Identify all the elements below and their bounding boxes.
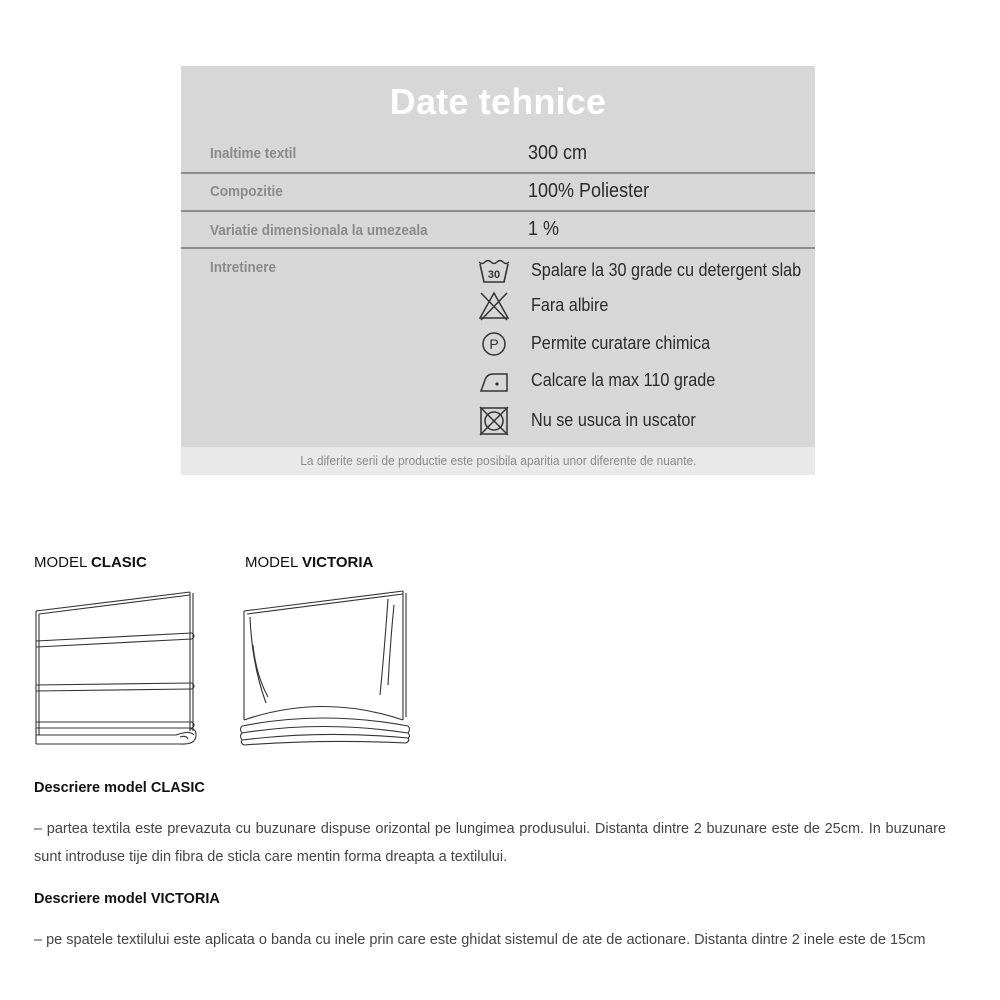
wash-temperature-label: 30 — [487, 269, 501, 281]
spec-value-composition: 100% Poliester — [528, 180, 650, 202]
spec-label-moisture-variation: Variatie dimensionala la umezeala — [210, 222, 428, 239]
spec-value-height: 300 cm — [528, 142, 588, 164]
description-clasic-text: – partea textila este prevazuta cu buzunare dispuse orizontal pe lungimea produsului. Distanta dintre 2 buzunare este de 25cm. In buzunare sunt introduse tije din fibra de sticla care mentin forma dreapta a textilului. — [34, 821, 946, 865]
dry-clean-letter: P — [489, 336, 499, 352]
care-text-bleach: Fara albire — [531, 295, 609, 315]
specs-title: Date tehnice — [389, 81, 607, 122]
spec-value-moisture-variation: 1 % — [528, 218, 560, 240]
divider — [181, 210, 815, 212]
footer-note-text: La diferite serii de productie este posibila aparitia unor diferente de nuante. — [299, 453, 697, 468]
divider — [181, 172, 815, 174]
model-prefix: MODEL — [34, 554, 91, 571]
color-variation-note — [181, 447, 815, 475]
spec-label-height: Inaltime textil — [210, 145, 297, 162]
care-text-tumble-dry: Nu se usuca in uscator — [531, 410, 696, 430]
dry-clean-p-icon — [477, 327, 511, 361]
victoria-blind-illustration — [238, 585, 418, 765]
care-text-wash: Spalare la 30 grade cu detergent slab — [531, 260, 802, 280]
description-victoria-text: – pe spatele textilului este aplicata o banda cu inele prin care este ghidat sistemul de ate de actionare. Distanta dintre 2 inele este de 15cm — [34, 932, 926, 948]
wash-30-icon — [477, 254, 511, 288]
description-victoria-heading: Descriere model VICTORIA — [34, 891, 220, 907]
model-victoria-title — [245, 554, 373, 571]
technical-specs-panel — [181, 66, 815, 475]
model-name: VICTORIA — [301, 554, 374, 571]
model-name: CLASIC — [90, 554, 147, 571]
spec-label-care: Intretinere — [210, 259, 277, 276]
care-text-iron: Calcare la max 110 grade — [531, 370, 716, 390]
divider — [181, 247, 815, 249]
clasic-blind-illustration — [30, 585, 205, 765]
iron-low-icon — [477, 364, 511, 398]
description-clasic-heading: Descriere model CLASIC — [34, 780, 205, 796]
no-tumble-dry-icon — [477, 404, 511, 438]
care-text-dry-clean: Permite curatare chimica — [531, 333, 711, 353]
model-clasic-title — [34, 554, 147, 571]
spec-label-composition: Compozitie — [210, 183, 283, 200]
no-bleach-icon — [477, 289, 511, 323]
model-prefix: MODEL — [245, 554, 302, 571]
